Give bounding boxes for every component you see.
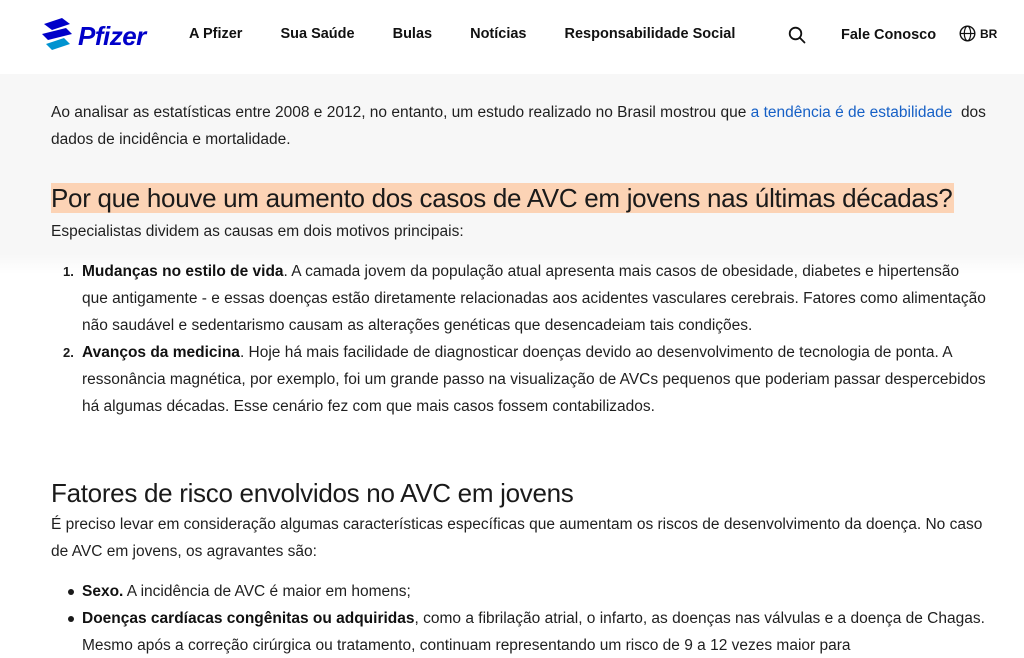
pfizer-logo-text: Pfizer: [78, 20, 146, 51]
heading-risk-factors: Fatores de risco envolvidos no AVC em jovens: [51, 478, 574, 508]
list-item-title: Avanços da medicina: [82, 344, 240, 361]
list-number: 2.: [63, 345, 74, 360]
list-number: 1.: [63, 264, 74, 279]
list-item-title: Mudanças no estilo de vida: [82, 263, 284, 280]
pfizer-logo[interactable]: [40, 12, 152, 60]
list-item-text: , como a fibrilação atrial, o infarto, as doenças nas válvulas e a doença de Chagas. Mesmo após a correção cirúrgica ou tratamento, continuam representando um risco de 9 a 12 vezes maior para: [82, 610, 985, 654]
nav-item-sua-saude[interactable]: Sua Saúde: [280, 26, 355, 42]
causes-list: [51, 258, 986, 420]
main-nav: [189, 26, 735, 42]
bullet-icon: [68, 589, 74, 595]
nav-item-responsabilidade-social[interactable]: Responsabilidade Social: [564, 26, 736, 42]
list-item-text: A incidência de AVC é maior em homens;: [123, 583, 411, 600]
nav-item-bulas[interactable]: Bulas: [392, 26, 433, 42]
list-item-text: . Hoje há mais facilidade de diagnosticar doenças devido ao desenvolvimento de tecnologia de ponta. A ressonância magnética, por exemplo, foi um grande passo na visualização de AVCs pequenos que poderiam passar despercebidos há algumas décadas. Esse cenário fez com que mais casos fossem contabilizados.: [82, 344, 986, 415]
contact-link[interactable]: Fale Conosco: [841, 27, 937, 43]
bullet-icon: [68, 616, 74, 622]
intro-paragraph: [51, 99, 991, 153]
nav-item-noticias[interactable]: Notícias: [470, 26, 527, 42]
article-content: [0, 74, 1024, 658]
list-item: [51, 339, 986, 420]
search-icon[interactable]: [788, 26, 806, 44]
list-item: [51, 578, 986, 605]
list-item: [51, 258, 986, 339]
language-selector[interactable]: [959, 25, 997, 42]
risk-intro: É preciso levar em consideração algumas características específicas que aumentam os riscos de desenvolvimento da doença. No caso de AVC em jovens, os agravantes são:: [51, 516, 983, 560]
causes-intro: Especialistas dividem as causas em dois motivos principais:: [51, 223, 464, 240]
risk-factors-list: [51, 578, 986, 658]
nav-item-a-pfizer[interactable]: A Pfizer: [189, 26, 243, 42]
heading-avc-increase: [51, 181, 954, 215]
pfizer-logo-mark-icon: [40, 16, 74, 56]
site-header: [0, 0, 1024, 74]
list-item-title: Doenças cardíacas congênitas ou adquiridas: [82, 610, 415, 627]
globe-icon: [959, 25, 976, 42]
list-item-title: Sexo.: [82, 583, 124, 600]
highlighted-heading-text: Por que houve um aumento dos casos de AVC em jovens nas últimas décadas?: [51, 183, 953, 213]
language-code: BR: [980, 26, 998, 41]
intro-tail: dos dados de incidência e mortalidade.: [51, 104, 991, 148]
stability-trend-link[interactable]: a tendência é de estabilidade: [750, 104, 953, 121]
list-item: [51, 605, 986, 658]
list-item-text: . A camada jovem da população atual apresenta mais casos de obesidade, diabetes e hipertensão que antigamente - e essas doenças estão diretamente relacionadas aos acidentes vasculares cerebrais. Fatores como alimentação não saudável e sedentarismo causam as alterações genéticas que desencadeiam tais condições.: [82, 263, 986, 334]
intro-text: Ao analisar as estatísticas entre 2008 e 2012, no entanto, um estudo realizado no Brasil mostrou que: [51, 104, 751, 121]
